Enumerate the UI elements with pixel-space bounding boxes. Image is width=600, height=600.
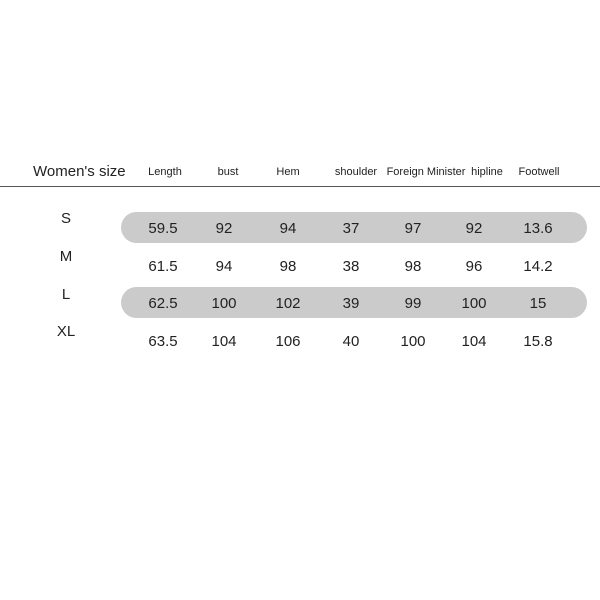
cell-xl-hem: 106: [275, 333, 301, 350]
cell-l-foreign-minister: 99: [404, 295, 422, 312]
table-title: Women's size: [33, 163, 126, 180]
cell-m-hem: 98: [279, 258, 297, 275]
cell-l-length: 62.5: [148, 295, 178, 312]
cell-xl-bust: 104: [211, 333, 237, 350]
header-divider: [0, 186, 600, 187]
size-label-l: L: [61, 286, 71, 303]
column-header-footwell: Footwell: [518, 166, 560, 178]
cell-xl-foreign-minister: 100: [400, 333, 426, 350]
cell-s-bust: 92: [215, 220, 233, 237]
cell-xl-hipline: 104: [461, 333, 487, 350]
cell-l-footwell: 15: [529, 295, 547, 312]
cell-l-hipline: 100: [461, 295, 487, 312]
cell-xl-shoulder: 40: [342, 333, 360, 350]
size-label-m: M: [59, 248, 73, 265]
cell-xl-footwell: 15.8: [523, 333, 553, 350]
cell-l-bust: 100: [211, 295, 237, 312]
cell-s-hem: 94: [279, 220, 297, 237]
cell-s-length: 59.5: [148, 220, 178, 237]
cell-s-foreign-minister: 97: [404, 220, 422, 237]
cell-m-length: 61.5: [148, 258, 178, 275]
cell-s-footwell: 13.6: [523, 220, 553, 237]
column-header-foreign-minister: Foreign Minister: [386, 166, 466, 178]
cell-l-shoulder: 39: [342, 295, 360, 312]
cell-s-hipline: 92: [465, 220, 483, 237]
size-label-xl: XL: [56, 323, 76, 340]
cell-s-shoulder: 37: [342, 220, 360, 237]
column-header-hipline: hipline: [471, 166, 503, 178]
cell-m-foreign-minister: 98: [404, 258, 422, 275]
cell-m-hipline: 96: [465, 258, 483, 275]
column-header-bust: bust: [217, 166, 239, 178]
cell-m-shoulder: 38: [342, 258, 360, 275]
column-header-length: Length: [148, 166, 182, 178]
cell-l-hem: 102: [275, 295, 301, 312]
column-header-shoulder: shoulder: [334, 166, 378, 178]
size-label-s: S: [60, 210, 72, 227]
cell-m-footwell: 14.2: [523, 258, 553, 275]
column-header-hem: Hem: [276, 166, 300, 178]
cell-xl-length: 63.5: [148, 333, 178, 350]
cell-m-bust: 94: [215, 258, 233, 275]
